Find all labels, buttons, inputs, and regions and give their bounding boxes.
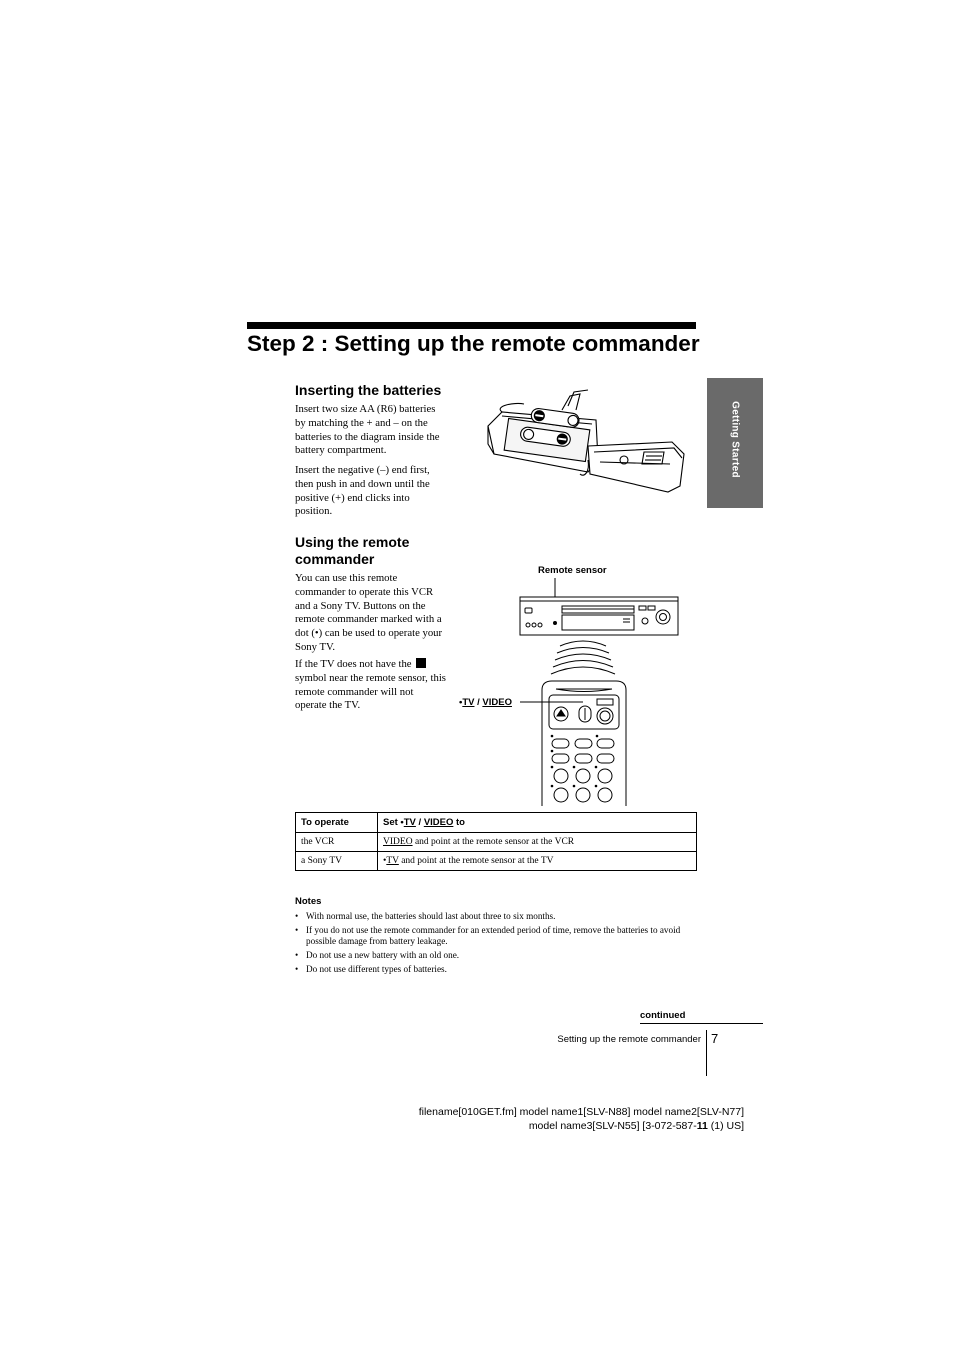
text-line: remote commander will not	[295, 685, 414, 698]
section-heading-batteries: Inserting the batteries	[295, 382, 442, 398]
battery-insertion-illustration	[484, 388, 689, 498]
list-item: • If you do not use the remote commander for an extended period of time, remove the batteries to avoid possible damage from battery leakage.	[295, 925, 697, 947]
footer-divider	[706, 1030, 707, 1076]
text-line: Insert the negative (–) end first,	[295, 464, 430, 476]
title-rule	[247, 322, 696, 329]
batteries-paragraph-1	[295, 403, 465, 458]
text-line: by matching the + and – on the	[295, 416, 428, 429]
tv-video-switch-label	[459, 697, 512, 708]
list-item: • Do not use a new battery with an old one.	[295, 950, 697, 961]
text-line: remote commander marked with a	[295, 613, 442, 626]
text-line: operate the TV.	[295, 699, 361, 712]
footer-section-label: Setting up the remote commander	[557, 1034, 701, 1045]
page-title: Step 2 : Setting up the remote commander	[247, 331, 700, 356]
table-header-row	[296, 813, 697, 833]
switch-setting: VIDEO	[383, 837, 413, 847]
page-number: 7	[711, 1031, 719, 1046]
text-line: Insert two size AA (R6) batteries	[295, 403, 436, 415]
heading-line: commander	[295, 551, 375, 567]
text-line: symbol near the remote sensor, this	[295, 671, 446, 684]
batteries-paragraph-2	[295, 464, 465, 519]
continued-rule	[640, 1023, 763, 1024]
vcr-and-remote-illustration	[515, 576, 685, 806]
list-item: • Do not use different types of batteries.	[295, 964, 697, 975]
using-remote-paragraph-2	[295, 658, 465, 713]
text-fragment: to	[453, 817, 465, 828]
table-cell	[378, 833, 697, 852]
switch-setting: TV	[386, 856, 399, 866]
text-fragment: •	[383, 856, 387, 866]
section-heading-using-remote	[295, 534, 409, 568]
text-line: battery compartment.	[295, 444, 387, 457]
text-line: and a Sony TV. Buttons on the	[295, 599, 426, 612]
table-row	[296, 833, 697, 852]
text-line: then push in and down until the	[295, 477, 430, 490]
text-line: commander to operate this VCR	[295, 585, 434, 598]
text-fragment: 11	[696, 1120, 708, 1132]
text-line: position.	[295, 505, 333, 518]
operation-table	[295, 812, 697, 871]
text-line: You can use this remote	[295, 572, 398, 584]
table-cell: the VCR	[296, 833, 378, 852]
side-tab-label: Getting Started	[729, 401, 741, 478]
dot-marker: •	[459, 697, 463, 708]
separator: /	[415, 817, 424, 828]
text-line: Sony TV.	[295, 640, 335, 653]
file-info-line-2	[244, 1120, 744, 1132]
list-item: • With normal use, the batteries should last about three to six months.	[295, 911, 697, 922]
vcr-body	[520, 597, 678, 635]
table-row	[296, 852, 697, 871]
text-fragment: Set •	[383, 817, 404, 828]
table-header-cell	[378, 813, 697, 833]
video-label: VIDEO	[423, 817, 454, 828]
text-fragment: If the TV does not have the	[295, 658, 412, 670]
text-line: dot (•) can be used to operate your	[295, 627, 443, 640]
notes-list	[295, 911, 697, 978]
text-fragment: and point at the remote sensor at the TV	[398, 856, 554, 866]
table-cell	[378, 852, 697, 871]
video-label: VIDEO	[482, 697, 512, 708]
table-header-cell: To operate	[296, 813, 378, 833]
table-cell: a Sony TV	[296, 852, 378, 871]
file-info-line-1: filename[010GET.fm] model name1[SLV-N88] model name2[SLV-N77]	[418, 1106, 744, 1118]
text-fragment: model name3[SLV-N55] [3-072-587-	[528, 1120, 697, 1132]
text-line: positive (+) end clicks into	[295, 491, 410, 504]
text-line	[295, 658, 465, 672]
remote-sensor-label: Remote sensor	[538, 565, 607, 576]
separator: /	[474, 697, 483, 708]
tv-sensor-symbol-icon	[416, 658, 426, 668]
text-fragment: and point at the remote sensor at the VCR	[412, 837, 575, 847]
tv-label: TV	[403, 817, 416, 828]
continued-label: continued	[640, 1010, 686, 1021]
text-line: batteries to the diagram inside the	[295, 430, 440, 443]
notes-heading: Notes	[295, 896, 322, 907]
tv-label: TV	[462, 697, 475, 708]
heading-line: Using the remote	[295, 534, 410, 550]
using-remote-paragraph-1	[295, 572, 465, 655]
text-fragment: (1) US]	[707, 1120, 744, 1132]
